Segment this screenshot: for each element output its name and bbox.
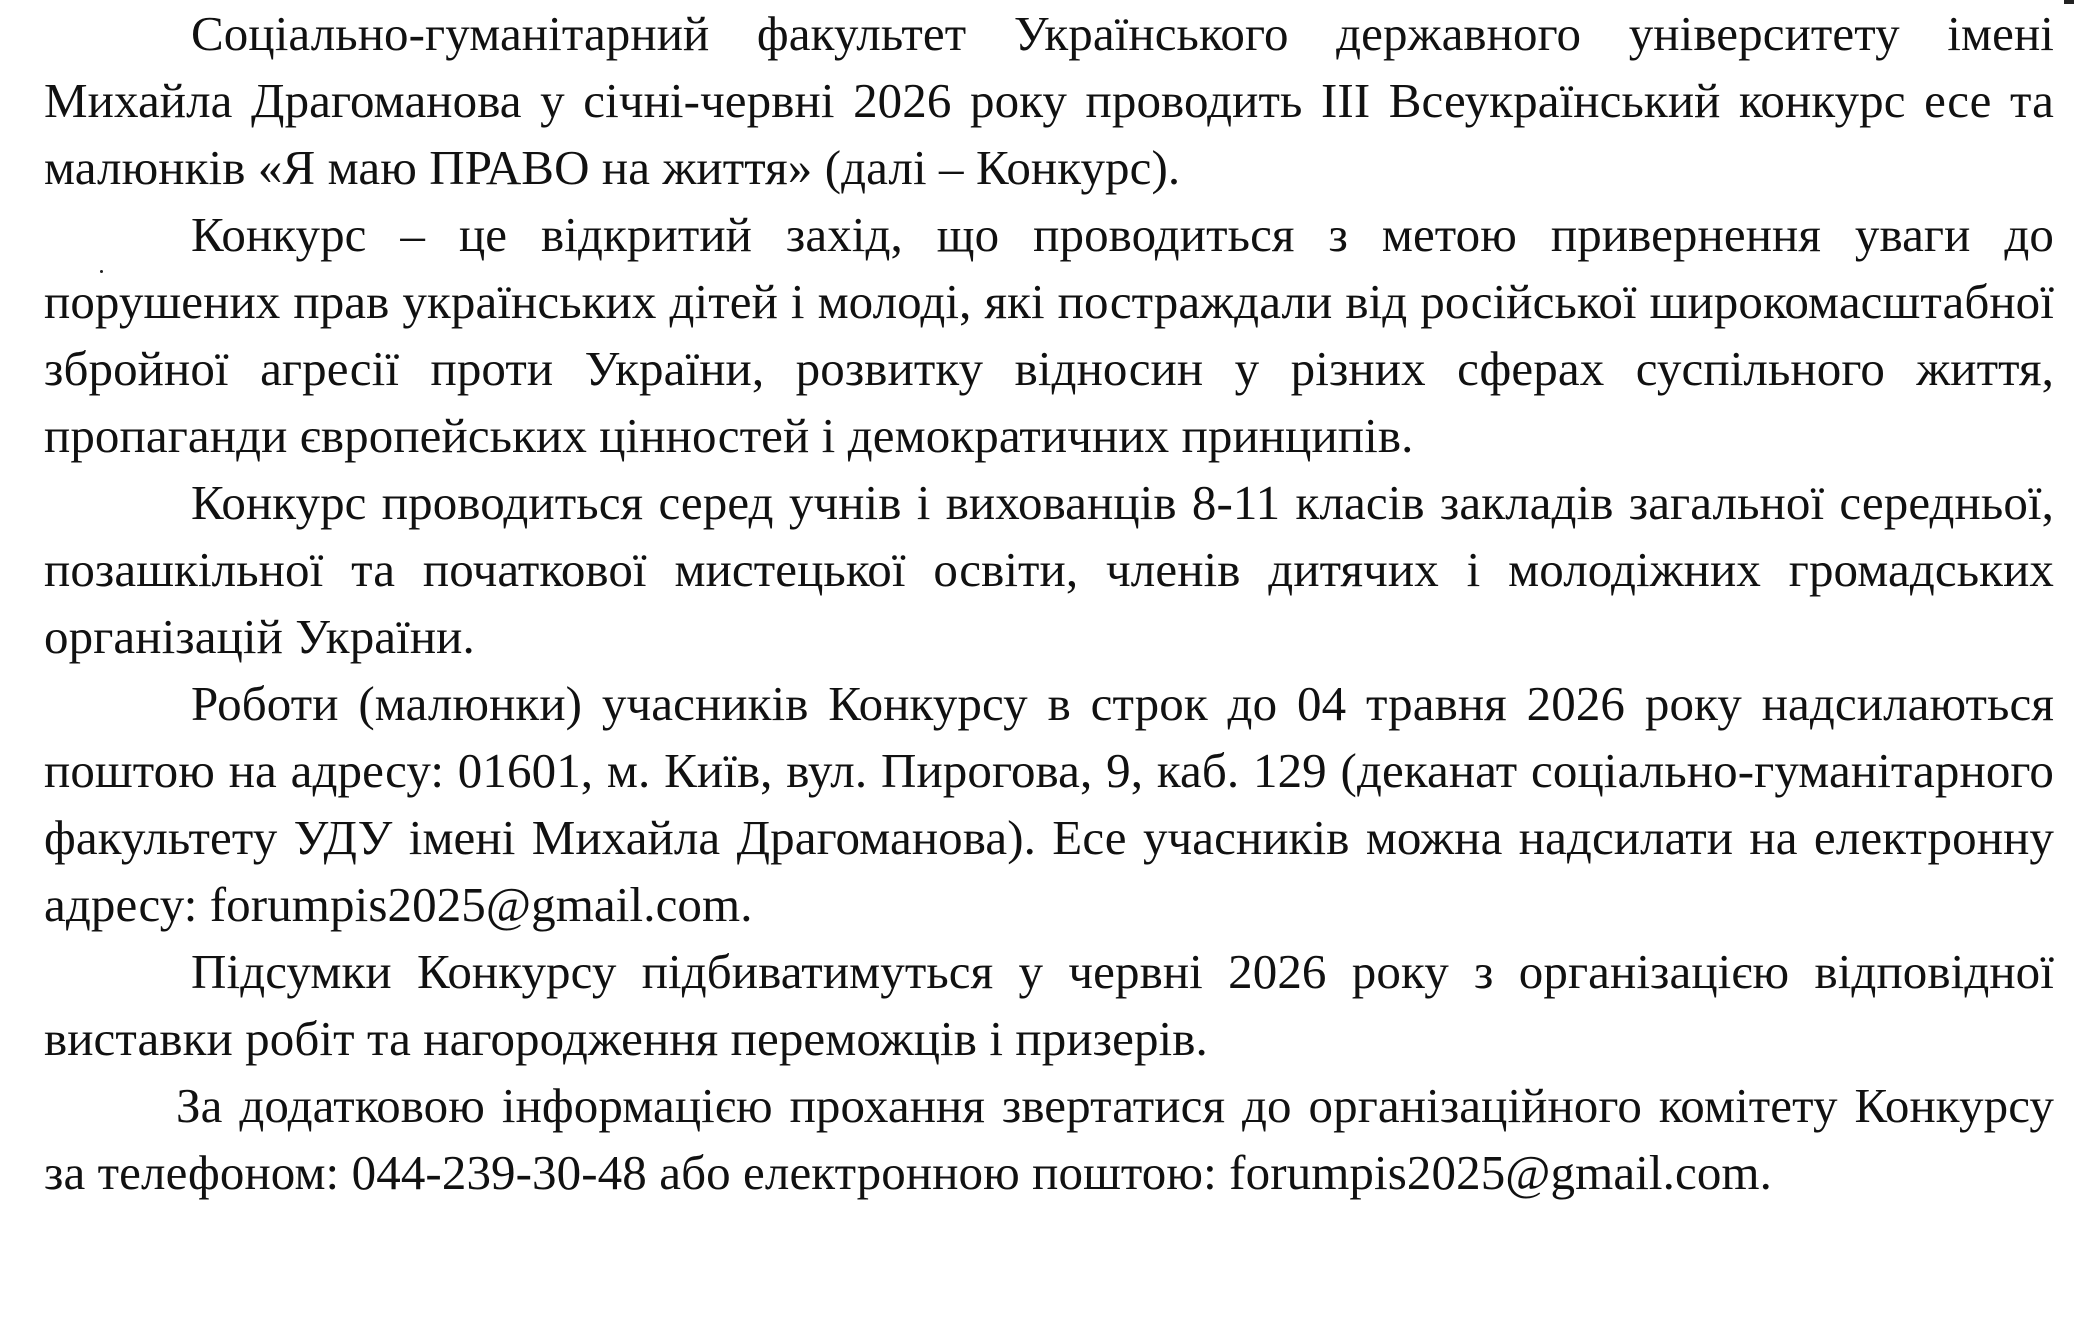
paragraph-purpose: Конкурс – це відкритий захід, що проводиться з метою привернення уваги до порушених прав українських дітей і молоді, які постраждали від російської широкомасштабної збройної агресії проти України, розвитку відносин у різних сферах суспільного життя, пропаганди європейських цінностей і демократичних принципів. xyxy=(44,207,2054,463)
paragraph-submission: Роботи (малюнки) учасників Конкурсу в строк до 04 травня 2026 року надсилаються поштою на адресу: 01601, м. Київ, вул. Пирогова, 9, каб. 129 (деканат соціально-гуманітарного факультету УДУ імені Михайла Драгоманова). Есе учасників можна надсилати на електронну адресу: forumpis2025@gmail.com. xyxy=(44,676,2054,932)
paragraph-participants: Конкурс проводиться серед учнів і вихованців 8-11 класів закладів загальної середньої, позашкільної та початкової мистецької освіти, членів дитячих і молодіжних громадських організацій України. xyxy=(44,475,2054,664)
paragraph-contacts: За додатковою інформацією прохання звертатися до організаційного комітету Конкурсу за телефоном: 044-239-30-48 або електронною поштою: forumpis2025@gmail.com. xyxy=(44,1078,2054,1200)
paragraph-results: Підсумки Конкурсу підбиватимуться у червні 2026 року з організацією відповідної виставки робіт та нагородження переможців і призерів. xyxy=(44,944,2054,1066)
scan-mark xyxy=(2064,0,2074,4)
document-body xyxy=(44,0,2054,1206)
paragraph-intro: Соціально-гуманітарний факультет Українського державного університету імені Михайла Драгоманова у січні-червні 2026 року проводить III Всеукраїнський конкурс есе та малюнків «Я маю ПРАВО на життя» (далі – Конкурс). xyxy=(44,6,2054,195)
